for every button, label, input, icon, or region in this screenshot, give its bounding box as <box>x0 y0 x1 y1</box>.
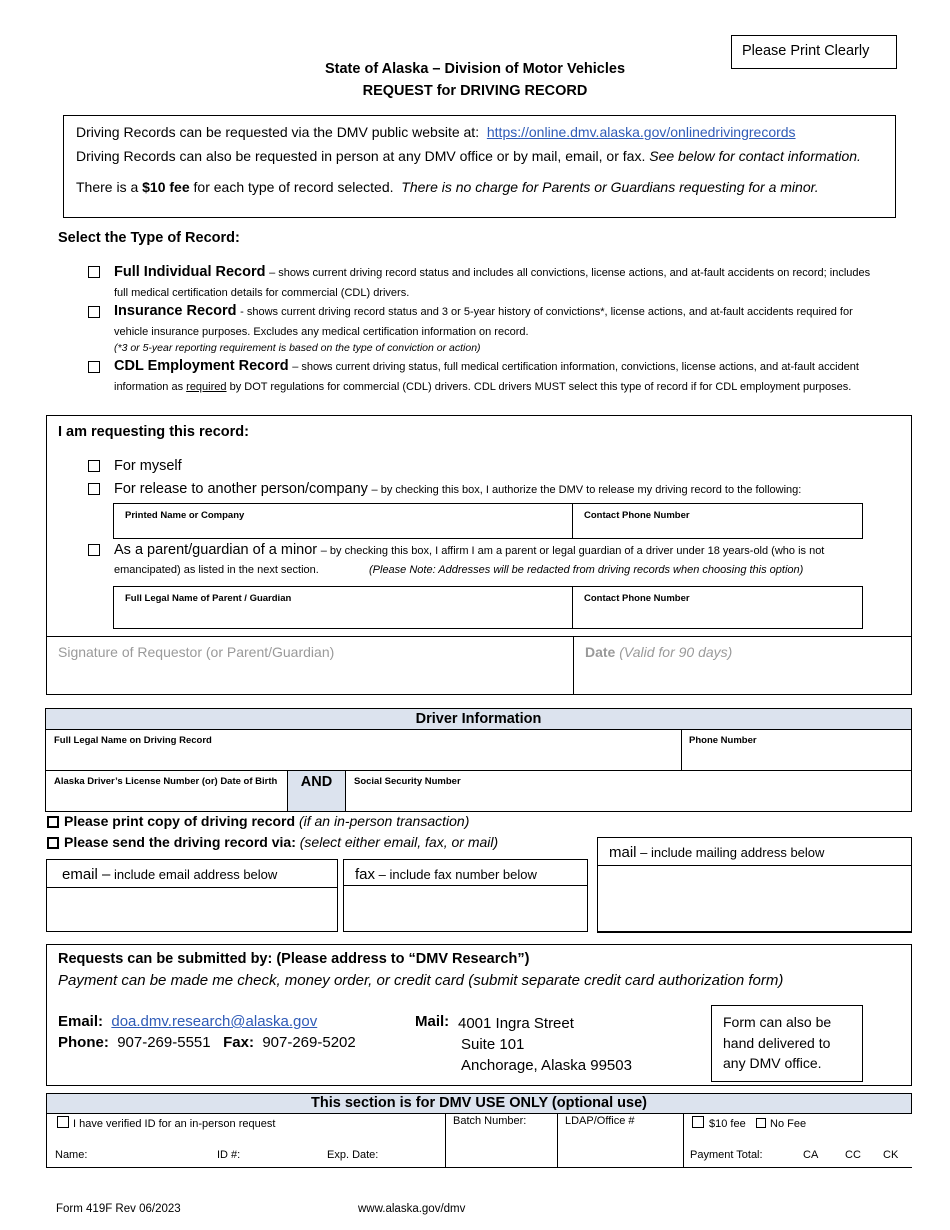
dmv-use-left-border <box>46 1113 47 1168</box>
record-type-heading: Select the Type of Record: <box>58 230 240 246</box>
date-field[interactable] <box>574 637 911 694</box>
payment-ca: CA <box>803 1149 819 1161</box>
intro-line3: There is a $10 fee for each type of record selected. There is no charge for Parents or Guardians requesting for a minor. <box>76 179 819 195</box>
insurance-record-label: Insurance Record <box>114 303 237 319</box>
online-driving-records-link[interactable]: https://online.dmv.alaska.gov/onlinedrivingrecords <box>486 124 796 140</box>
cdl-employment-record-checkbox[interactable] <box>88 361 100 373</box>
submit-mail-address <box>458 1013 632 1076</box>
guardian-label: As a parent/guardian of a minor <box>114 542 318 558</box>
mail-delivery-title: mail – include mailing address below <box>609 844 825 861</box>
guardian-desc2: emancipated) as listed in the next section. <box>114 564 319 576</box>
driver-full-name-field[interactable] <box>45 729 682 771</box>
fax-box-divider <box>343 885 588 886</box>
verified-id-label: I have verified ID for an in-person request <box>73 1118 276 1130</box>
verified-id-checkbox[interactable] <box>57 1116 69 1128</box>
signature-label: Signature of Requestor (or Parent/Guardian) <box>58 644 335 660</box>
release-option: For release to another person/company – by checking this box, I authorize the DMV to release my driving record to the following: <box>114 481 802 497</box>
hand-delivered-box <box>711 1005 863 1082</box>
submit-phone-row <box>58 1034 356 1051</box>
dmv-exp-label: Exp. Date: <box>327 1149 379 1161</box>
and-label: AND <box>300 774 333 790</box>
submit-fax-label: Fax: <box>223 1034 254 1051</box>
batch-number-label: Batch Number: <box>453 1115 527 1127</box>
footer-website: www.alaska.gov/dmv <box>358 1203 466 1215</box>
fee-divider <box>683 1113 684 1168</box>
dmv-research-email-link[interactable]: doa.dmv.research@alaska.gov <box>111 1013 318 1030</box>
full-individual-record-option: Full Individual Record – shows current driving record status and includes all convictions, license actions, and at-fault accidents on record; includes <box>114 264 871 280</box>
ldap-divider <box>557 1113 558 1168</box>
fee-10-checkbox[interactable] <box>692 1116 704 1128</box>
printed-name-field[interactable] <box>113 503 573 539</box>
no-fee-label: No Fee <box>770 1118 807 1130</box>
printed-name-label: Printed Name or Company <box>125 510 245 521</box>
submit-email-row <box>58 1013 317 1030</box>
print-copy-option <box>64 813 469 829</box>
payment-note: Payment can be made me check, money order, or credit card (submit separate credit card authorization form) <box>58 972 784 989</box>
email-box-divider <box>46 887 338 888</box>
full-individual-record-desc2: full medical certification details for commercial (CDL) drivers. <box>114 287 410 299</box>
print-clearly-label: Please Print Clearly <box>742 43 870 59</box>
submission-heading: Requests can be submitted by: (Please address to “DMV Research”) <box>58 951 530 967</box>
submit-mail-label: Mail: <box>415 1013 450 1030</box>
form-header <box>300 58 650 102</box>
submit-fax-value: 907-269-5202 <box>262 1034 356 1051</box>
insurance-record-option: Insurance Record - shows current driving record status and 3 or 5-year history of convictions*, license actions, and at-fault accidents required for <box>114 303 853 319</box>
header-title-line2: REQUEST for DRIVING RECORD <box>362 83 588 99</box>
ssn-label: Social Security Number <box>354 776 461 787</box>
dmv-name-label: Name: <box>55 1149 88 1161</box>
guardian-phone-field[interactable] <box>572 586 863 629</box>
hand-delivered-text: Form can also be hand delivered to any DMV office. <box>723 1014 832 1071</box>
submit-phone-value: 907-269-5551 <box>117 1034 211 1051</box>
license-dob-field[interactable] <box>45 770 288 812</box>
fax-delivery-title: fax – include fax number below <box>355 866 537 883</box>
payment-ck: CK <box>883 1149 899 1161</box>
submit-email-label: Email: <box>58 1013 104 1030</box>
mail-line2: Suite 101 <box>461 1036 525 1053</box>
dmv-id-label: ID #: <box>217 1149 241 1161</box>
batch-divider <box>445 1113 446 1168</box>
signature-field[interactable] <box>46 637 573 694</box>
send-via-checkbox[interactable] <box>47 837 59 849</box>
cdl-employment-record-label: CDL Employment Record <box>114 358 289 374</box>
license-dob-label: Alaska Driver’s License Number (or) Date of Birth <box>54 776 278 787</box>
fee-10-label: $10 fee <box>709 1118 746 1130</box>
for-myself-checkbox[interactable] <box>88 460 100 472</box>
insurance-record-desc2: vehicle insurance purposes. Excludes any medical certification information on record. <box>114 326 529 338</box>
payment-cc: CC <box>845 1149 861 1161</box>
release-phone-field[interactable] <box>572 503 863 539</box>
cdl-employment-record-desc2: information as required by DOT regulations for commercial (CDL) drivers. CDL drivers MUST select this type of record if for CDL employment purposes. <box>114 381 852 393</box>
print-clearly-box <box>731 35 897 69</box>
mail-line3: Anchorage, Alaska 99503 <box>461 1057 632 1074</box>
driver-phone-field[interactable] <box>681 729 912 771</box>
driver-full-name-label: Full Legal Name on Driving Record <box>54 735 212 746</box>
release-phone-label: Contact Phone Number <box>584 510 690 521</box>
send-via-note: (select either email, fax, or mail) <box>299 834 499 850</box>
dmv-use-bottom-border <box>46 1167 912 1168</box>
full-individual-record-label: Full Individual Record <box>114 264 266 280</box>
header-title-line1: State of Alaska – Division of Motor Vehicles <box>324 61 626 77</box>
guardian-name-field[interactable] <box>113 586 573 629</box>
release-checkbox[interactable] <box>88 483 100 495</box>
mail-line1: 4001 Ingra Street <box>458 1015 574 1032</box>
release-label: For release to another person/company <box>114 481 368 497</box>
ssn-field[interactable] <box>345 770 912 812</box>
send-via-option <box>64 834 498 850</box>
guardian-option: As a parent/guardian of a minor – by checking this box, I affirm I am a parent or legal guardian of a driver under 18 years-old (who is not <box>114 542 825 558</box>
no-fee-checkbox[interactable] <box>756 1118 766 1128</box>
for-myself-label: For myself <box>114 458 182 474</box>
driver-phone-label: Phone Number <box>689 735 757 746</box>
print-copy-label: Please print copy of driving record <box>64 813 296 829</box>
requesting-heading: I am requesting this record: <box>58 424 249 440</box>
date-note: (Valid for 90 days) <box>619 644 733 660</box>
dmv-use-heading: This section is for DMV USE ONLY (optional use) <box>46 1093 912 1114</box>
full-individual-record-checkbox[interactable] <box>88 266 100 278</box>
ldap-office-label: LDAP/Office # <box>565 1115 635 1127</box>
send-via-label: Please send the driving record via: <box>64 834 296 850</box>
submit-phone-label: Phone: <box>58 1034 109 1051</box>
email-delivery-title: email – include email address below <box>62 866 278 883</box>
payment-total-label: Payment Total: <box>690 1149 763 1161</box>
mail-box-divider <box>597 865 912 866</box>
intro-line1: Driving Records can be requested via the DMV public website at: https://online.dmv.alaska.gov/onlinedrivingrecords <box>76 124 796 140</box>
insurance-record-note: (*3 or 5-year reporting requirement is based on the type of conviction or action) <box>114 342 481 354</box>
guardian-checkbox[interactable] <box>88 544 100 556</box>
intro-box <box>63 115 896 218</box>
print-copy-note: (if an in-person transaction) <box>298 813 470 829</box>
intro-line2: Driving Records can also be requested in person at any DMV office or by mail, email, or fax. See below for contact information. <box>76 148 861 164</box>
cdl-employment-record-option: CDL Employment Record – shows current driving status, full medical certification information, convictions, license actions, and at-fault accident <box>114 358 859 374</box>
form-number: Form 419F Rev 06/2023 <box>56 1203 181 1215</box>
guardian-note: (Please Note: Addresses will be redacted from driving records when choosing this option) <box>369 564 804 576</box>
print-copy-checkbox[interactable] <box>47 816 59 828</box>
date-label: Date <box>585 644 616 660</box>
and-cell <box>287 770 346 812</box>
driver-info-heading: Driver Information <box>45 708 912 730</box>
guardian-phone-label: Contact Phone Number <box>584 593 690 604</box>
insurance-record-checkbox[interactable] <box>88 306 100 318</box>
guardian-name-label: Full Legal Name of Parent / Guardian <box>125 593 292 604</box>
